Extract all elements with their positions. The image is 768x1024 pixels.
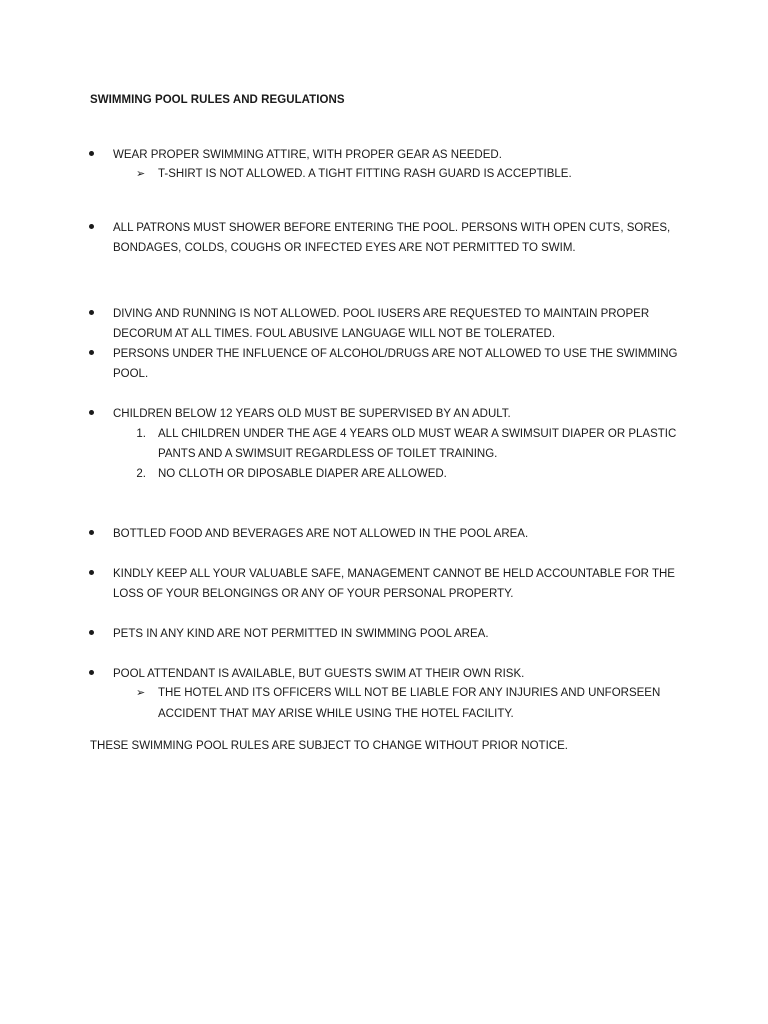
sub-rule-text: T-SHIRT IS NOT ALLOWED. A TIGHT FITTING RASH GUARD IS ACCEPTIBLE. <box>158 168 572 180</box>
rule-text: BOTTLED FOOD AND BEVERAGES ARE NOT ALLOWED IN THE POOL AREA. <box>113 528 529 540</box>
footer-note: THESE SWIMMING POOL RULES ARE SUBJECT TO CHANGE WITHOUT PRIOR NOTICE. <box>90 740 568 752</box>
arrow-bullet-icon: ➢ <box>136 167 146 180</box>
rule-text: DECORUM AT ALL TIMES. FOUL ABUSIVE LANGUAGE WILL NOT BE TOLERATED. <box>113 328 556 340</box>
list-number: 1. <box>136 428 146 440</box>
rule-text: PERSONS UNDER THE INFLUENCE OF ALCOHOL/DRUGS ARE NOT ALLOWED TO USE THE SWIMMING <box>113 348 678 360</box>
bullet-icon <box>89 410 94 415</box>
bullet-icon <box>89 530 94 535</box>
bullet-icon <box>89 570 94 575</box>
bullet-icon <box>89 630 94 635</box>
rule-text: PETS IN ANY KIND ARE NOT PERMITTED IN SWIMMING POOL AREA. <box>113 628 489 640</box>
rule-text: BONDAGES, COLDS, COUGHS OR INFECTED EYES ARE NOT PERMITTED TO SWIM. <box>113 242 576 254</box>
rule-text: ALL PATRONS MUST SHOWER BEFORE ENTERING THE POOL. PERSONS WITH OPEN CUTS, SORES, <box>113 222 671 234</box>
rule-text: POOL. <box>113 368 149 380</box>
list-number: 2. <box>136 468 146 480</box>
sub-rule-text: NO CLLOTH OR DIPOSABLE DIAPER ARE ALLOWED. <box>158 468 447 480</box>
bullet-icon <box>89 670 94 675</box>
rule-text: WEAR PROPER SWIMMING ATTIRE, WITH PROPER GEAR AS NEEDED. <box>113 149 502 161</box>
bullet-icon <box>89 224 94 229</box>
rule-text: POOL ATTENDANT IS AVAILABLE, BUT GUESTS SWIM AT THEIR OWN RISK. <box>113 668 525 680</box>
sub-rule-text: ACCIDENT THAT MAY ARISE WHILE USING THE HOTEL FACILITY. <box>158 708 514 720</box>
rule-text: KINDLY KEEP ALL YOUR VALUABLE SAFE, MANAGEMENT CANNOT BE HELD ACCOUNTABLE FOR THE <box>113 568 675 580</box>
rule-text: CHILDREN BELOW 12 YEARS OLD MUST BE SUPERVISED BY AN ADULT. <box>113 408 511 420</box>
bullet-icon <box>89 350 94 355</box>
arrow-bullet-icon: ➢ <box>136 686 146 699</box>
sub-rule-text: THE HOTEL AND ITS OFFICERS WILL NOT BE LIABLE FOR ANY INJURIES AND UNFORSEEN <box>158 687 661 699</box>
rule-text: LOSS OF YOUR BELONGINGS OR ANY OF YOUR PERSONAL PROPERTY. <box>113 588 514 600</box>
bullet-icon <box>89 310 94 315</box>
document-title: SWIMMING POOL RULES AND REGULATIONS <box>90 94 345 106</box>
sub-rule-text: PANTS AND A SWIMSUIT REGARDLESS OF TOILET TRAINING. <box>158 448 498 460</box>
bullet-icon <box>89 151 94 156</box>
sub-rule-text: ALL CHILDREN UNDER THE AGE 4 YEARS OLD MUST WEAR A SWIMSUIT DIAPER OR PLASTIC <box>158 428 677 440</box>
rule-text: DIVING AND RUNNING IS NOT ALLOWED. POOL IUSERS ARE REQUESTED TO MAINTAIN PROPER <box>113 308 650 320</box>
